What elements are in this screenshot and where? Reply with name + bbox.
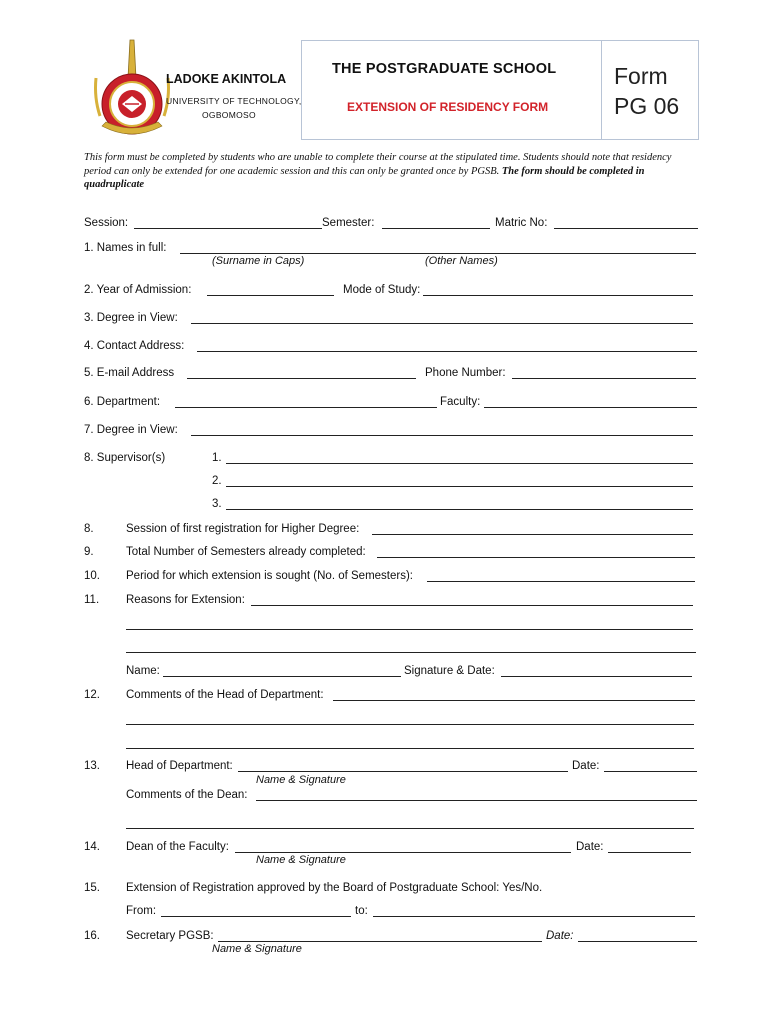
form-label: Form bbox=[614, 63, 668, 89]
student-name-field[interactable] bbox=[163, 676, 401, 677]
item-12-number: 12. bbox=[84, 689, 100, 701]
supervisors-label: 8. Supervisor(s) bbox=[84, 452, 166, 464]
supervisor-1-field[interactable] bbox=[226, 463, 693, 464]
dean-date-field[interactable] bbox=[608, 852, 691, 853]
item-16-number: 16. bbox=[84, 930, 100, 942]
extension-period-field[interactable] bbox=[427, 581, 695, 582]
degree-in-view-2-field[interactable] bbox=[191, 435, 693, 436]
dean-label: Dean of the Faculty: bbox=[126, 841, 229, 853]
extension-period-label: Period for which extension is sought (No. of Semesters): bbox=[126, 570, 413, 582]
contact-address-field[interactable] bbox=[197, 351, 697, 352]
item-14-number: 14. bbox=[84, 841, 100, 853]
session-label: Session: bbox=[84, 217, 129, 229]
hod-comments-field-2[interactable] bbox=[126, 724, 694, 725]
from-field[interactable] bbox=[161, 916, 351, 917]
hod-comments-label: Comments of the Head of Department: bbox=[126, 689, 324, 701]
reasons-field-3[interactable] bbox=[126, 652, 696, 653]
hod-comments-field-3[interactable] bbox=[126, 748, 694, 749]
mode-of-study-field[interactable] bbox=[423, 295, 693, 296]
year-of-admission-label: 2. Year of Admission: bbox=[84, 284, 192, 296]
first-registration-label: Session of first registration for Higher Degree: bbox=[126, 523, 360, 535]
university-logo bbox=[92, 38, 172, 138]
intro-bold-text: The form should be completed in quadruplicate bbox=[84, 165, 645, 190]
student-name-label: Name: bbox=[126, 665, 160, 677]
form-code: PG 06 bbox=[614, 93, 680, 119]
department-label: 6. Department: bbox=[84, 396, 161, 408]
university-name-line3: OGBOMOSO bbox=[202, 110, 256, 120]
dean-date-label: Date: bbox=[576, 841, 604, 853]
item-15-number: 15. bbox=[84, 882, 100, 894]
hod-label: Head of Department: bbox=[126, 760, 233, 772]
item-8-number: 8. bbox=[84, 523, 94, 535]
supervisor-3-field[interactable] bbox=[226, 509, 693, 510]
reasons-label: Reasons for Extension: bbox=[126, 594, 245, 606]
item-13-number: 13. bbox=[84, 760, 100, 772]
approval-label: Extension of Registration approved by the Board of Postgraduate School: Yes/No. bbox=[126, 882, 543, 894]
from-label: From: bbox=[126, 905, 157, 917]
hod-name-signature-field[interactable] bbox=[238, 771, 568, 772]
degree-in-view-label: 3. Degree in View: bbox=[84, 312, 178, 324]
reasons-field-2[interactable] bbox=[126, 629, 693, 630]
semesters-completed-field[interactable] bbox=[377, 557, 695, 558]
phone-label: Phone Number: bbox=[425, 367, 506, 379]
first-registration-field[interactable] bbox=[372, 534, 693, 535]
secretary-label: Secretary PGSB: bbox=[126, 930, 214, 942]
student-signature-date-field[interactable] bbox=[501, 676, 692, 677]
dean-comments-field-1[interactable] bbox=[256, 800, 697, 801]
university-name-line2: UNIVERSITY OF TECHNOLOGY, bbox=[166, 96, 302, 106]
university-name-line1: LADOKE AKINTOLA bbox=[166, 72, 287, 86]
supervisor-2-field[interactable] bbox=[226, 486, 693, 487]
item-10-number: 10. bbox=[84, 570, 100, 582]
email-field[interactable] bbox=[187, 378, 416, 379]
hod-comments-field-1[interactable] bbox=[333, 700, 695, 701]
to-label: to: bbox=[355, 905, 368, 917]
secretary-date-label: Date: bbox=[546, 930, 574, 942]
session-field[interactable] bbox=[134, 228, 322, 229]
reasons-field-1[interactable] bbox=[251, 605, 693, 606]
matric-field[interactable] bbox=[554, 228, 698, 229]
intro-paragraph bbox=[84, 151, 694, 192]
semester-label: Semester: bbox=[322, 217, 375, 229]
header-code-box bbox=[601, 40, 699, 140]
item-9-number: 9. bbox=[84, 546, 94, 558]
surname-hint: (Surname in Caps) bbox=[212, 255, 305, 267]
matric-label: Matric No: bbox=[495, 217, 548, 229]
faculty-field[interactable] bbox=[484, 407, 697, 408]
header-title-box bbox=[301, 40, 602, 140]
dean-name-signature-hint: Name & Signature bbox=[256, 854, 346, 866]
supervisor-3-number: 3. bbox=[212, 498, 222, 510]
secretary-name-signature-hint: Name & Signature bbox=[212, 943, 302, 955]
department-field[interactable] bbox=[175, 407, 437, 408]
intro-text: This form must be completed by students who are unable to complete their course at the stipulated time. Students should note that residency period can only be extended for one academic session and this can only be granted once by PGSB. bbox=[84, 152, 672, 177]
degree-in-view-field[interactable] bbox=[191, 323, 693, 324]
hod-date-field[interactable] bbox=[604, 771, 697, 772]
school-title: THE POSTGRADUATE SCHOOL bbox=[332, 61, 557, 77]
year-of-admission-field[interactable] bbox=[207, 295, 334, 296]
student-signature-date-label: Signature & Date: bbox=[404, 665, 495, 677]
item-11-number: 11. bbox=[84, 594, 100, 606]
secretary-date-field[interactable] bbox=[578, 941, 697, 942]
phone-field[interactable] bbox=[512, 378, 696, 379]
dean-comments-field-2[interactable] bbox=[126, 828, 694, 829]
other-names-hint: (Other Names) bbox=[425, 255, 498, 267]
to-field[interactable] bbox=[373, 916, 695, 917]
supervisor-1-number: 1. bbox=[212, 452, 222, 464]
email-label: 5. E-mail Address bbox=[84, 367, 175, 379]
semesters-completed-label: Total Number of Semesters already completed: bbox=[126, 546, 366, 558]
names-label: 1. Names in full: bbox=[84, 242, 167, 254]
hod-name-signature-hint: Name & Signature bbox=[256, 774, 346, 786]
form-title: EXTENSION OF RESIDENCY FORM bbox=[347, 100, 549, 114]
dean-comments-label: Comments of the Dean: bbox=[126, 789, 248, 801]
supervisor-2-number: 2. bbox=[212, 475, 222, 487]
degree-in-view-2-label: 7. Degree in View: bbox=[84, 424, 178, 436]
hod-date-label: Date: bbox=[572, 760, 600, 772]
mode-of-study-label: Mode of Study: bbox=[343, 284, 421, 296]
semester-field[interactable] bbox=[382, 228, 490, 229]
faculty-label: Faculty: bbox=[440, 396, 481, 408]
contact-address-label: 4. Contact Address: bbox=[84, 340, 185, 352]
